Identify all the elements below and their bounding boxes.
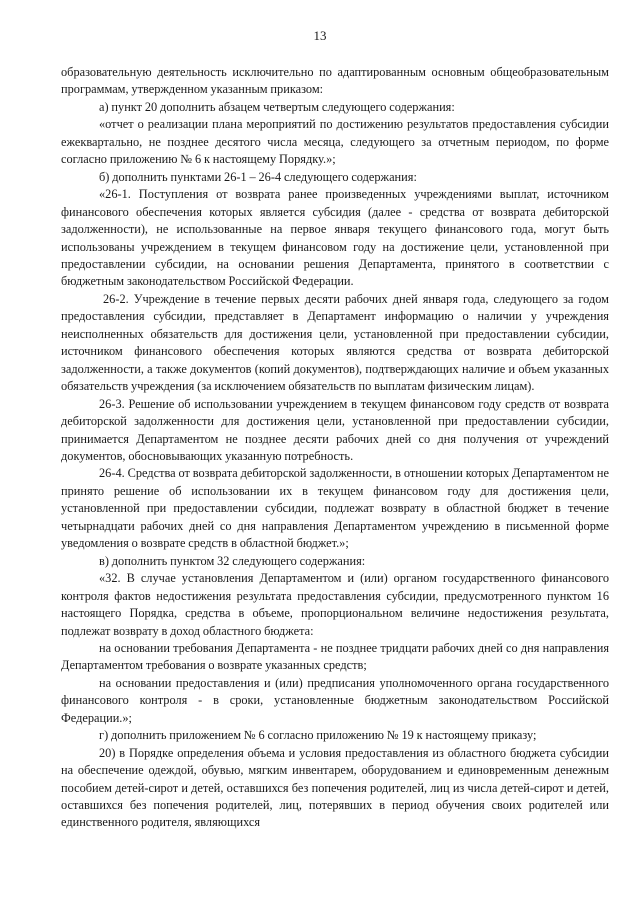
paragraph: 26-3. Решение об использовании учреждением в текущем финансовом году средств от возврата дебиторской задолженности для достижения цели, установленной при предоставлении субсидии, принимается Департаментом не позднее десяти рабочих дней со дня получения от учреждений документов, обосновывающих указанную потребность. (61, 396, 609, 463)
paragraph: г) дополнить приложением № 6 согласно приложению № 19 к настоящему приказу; (99, 728, 537, 743)
paragraph: в) дополнить пунктом 32 следующего содержания: (99, 553, 366, 568)
page-number: 13 (313, 28, 327, 43)
paragraph: а) пункт 20 дополнить абзацем четвертым следующего содержания: (99, 99, 455, 114)
paragraph: на основании требования Департамента - не позднее тридцати рабочих дней со дня направления Департаментом требования о возврате указанных средств; (61, 640, 609, 673)
paragraph: 26-4. Средства от возврата дебиторской задолженности, в отношении которых Департаментом не принято решение об использовании их в текущем финансовом году для достижения цели, установленной при предоставлении субсидии, подлежат возврату в областной бюджет в течение четырнадцати рабочих дней со дня направления Департаментом учреждению в письменной форме уведомления о возврате средств в областной бюджет.»; (61, 466, 609, 551)
paragraph: на основании предоставления и (или) предписания уполномоченного органа государственного финансового контроля - в сроки, установленные бюджетным законодательством Российской Федерации.»; (61, 675, 609, 725)
paragraph: образовательную деятельность исключительно по адаптированным основным общеобразовательным программам, утвержденном указанным приказом: (61, 65, 609, 97)
paragraph: «32. В случае установления Департаментом и (или) органом государственного финансового контроля фактов недостижения результата предоставления субсидии, предусмотренного пунктом 16 настоящего Порядка, средства в объеме, пропорциональном величине недостижения результата, подлежат возврату в доход областного бюджета: (61, 571, 609, 638)
document-body (61, 64, 609, 832)
paragraph: «26-1. Поступления от возврата ранее произведенных учреждениями выплат, источником финансового обеспечения которых является субсидия (далее - средства от возврата дебиторской задолженности), не использованные на первое января текущего финансового года, могут быть использованы учреждением в текущем финансовом году на достижение цели, установленной при предоставлении субсидии, на основании решения Департамента, принятого в соответствии с бюджетным законодательством Российской Федерации. (61, 187, 609, 289)
paragraph: б) дополнить пунктами 26-1 – 26-4 следующего содержания: (99, 169, 417, 184)
paragraph: 26-2. Учреждение в течение первых десяти рабочих дней января года, следующего за годом предоставления субсидии, представляет в Департамент информацию о наличии у учреждения неисполненных обязательств для достижения цели, установленной при предоставлении субсидии, источником финансового обеспечения которых являются средства от возврата дебиторской задолженности, а также документов (копий документов), подтверждающих наличие и объем указанных обязательств учреждения (за исключением обязательств по выплатам физическим лицам). (61, 291, 609, 394)
paragraph: «отчет о реализации плана мероприятий по достижению результатов предоставления субсидии ежеквартально, не позднее десятого числа месяца, следующего за отчетным периодом, по форме согласно приложению № 6 к настоящему Порядку.»; (61, 117, 609, 167)
paragraph: 20) в Порядке определения объема и условия предоставления из областного бюджета субсидии на обеспечение одеждой, обувью, мягким инвентарем, оборудованием и единовременным денежным пособием детей-сирот и детей, оставшихся без попечения родителей, лиц из числа детей-сирот и детей, оставшихся без попечения родителей, лиц, потерявших в период обучения своих родителей или единственного родителя, являющихся (61, 745, 609, 830)
